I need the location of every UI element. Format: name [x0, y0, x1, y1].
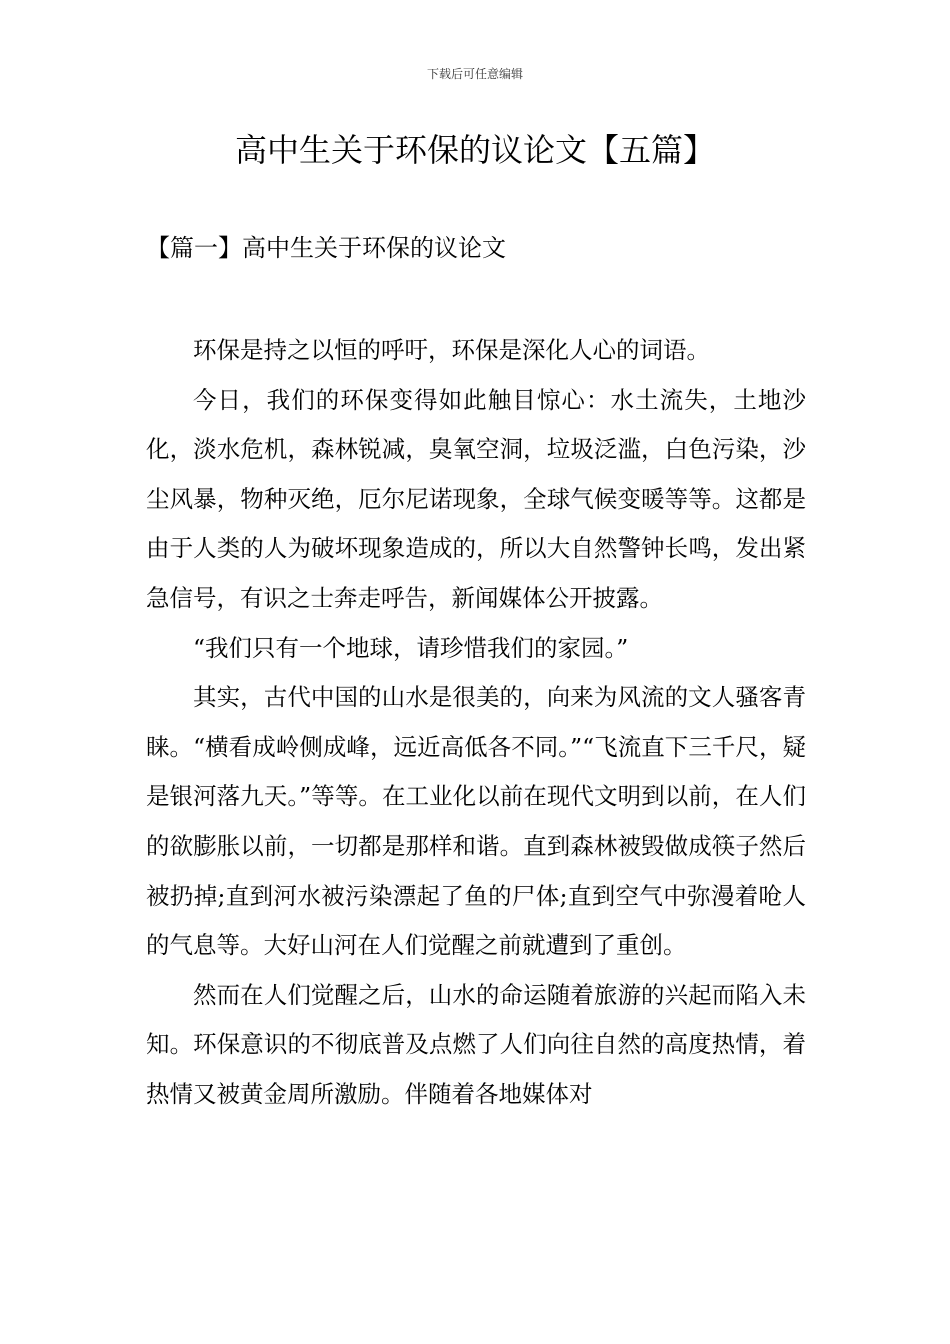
paragraph-5: 然而在人们觉醒之后，山水的命运随着旅游的兴起而陷入未知。环保意识的不彻底普及点燃了人们向往自然的高度热情，着热情又被黄金周所激励。伴随着各地媒体对 — [146, 980, 806, 1108]
document-title: 高中生关于环保的议论文【五篇】 — [234, 131, 715, 169]
paragraph-4: 其实，古代中国的山水是很美的，向来为风流的文人骚客青睐。“横看成岭侧成峰，远近高低各不同。”“飞流直下三千尺，疑是银河落九天。”等等。在工业化以前在现代文明到以前，在人们的欲膨胀以前，一切都是那样和谐。直到森林被毁做成筷子然后被扔掉;直到河水被污染漂起了鱼的尸体;直到空气中弥漫着呛人的气息等。大好山河在人们觉醒之前就遭到了重创。 — [146, 683, 806, 960]
document-body — [146, 326, 806, 1120]
paragraph-2: 今日，我们的环保变得如此触目惊心：水土流失，土地沙化，淡水危机，森林锐减，臭氧空洞，垃圾泛滥，白色污染，沙尘风暴，物种灭绝，厄尔尼诺现象，全球气候变暖等等。这都是由于人类的人为破坏现象造成的，所以大自然警钟长鸣，发出紧急信号，有识之士奔走呼告，新闻媒体公开披露。 — [146, 385, 806, 612]
header-note: 下载后可任意编辑 — [426, 67, 523, 81]
paragraph-3: “我们只有一个地球，请珍惜我们的家园。” — [193, 633, 629, 662]
section-heading: 【篇一】高中生关于环保的议论文 — [146, 234, 506, 262]
paragraph-1: 环保是持之以恒的呼吁，环保是深化人心的词语。 — [193, 336, 710, 364]
